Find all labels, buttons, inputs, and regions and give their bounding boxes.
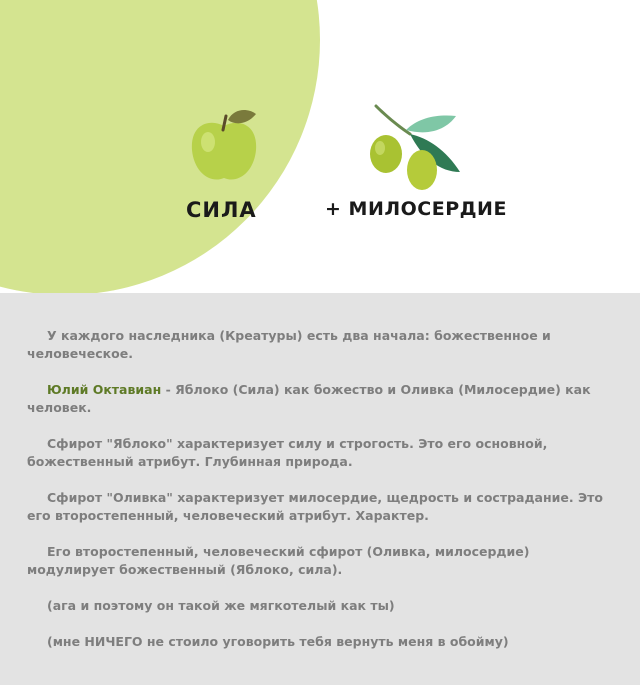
olive-branch-icon: [362, 100, 466, 196]
paragraph-4: Сфирот "Оливка" характеризует милосердие, щедрость и сострадание. Это его второстепенный, человеческий атрибут. Характер.: [27, 490, 603, 523]
paragraph-3: Сфирот "Яблоко" характеризует силу и строгость. Это его основной, божественный атрибут. Глубинная природа.: [27, 436, 548, 469]
apple-icon: [186, 106, 262, 186]
paragraph-2: [27, 381, 619, 417]
paragraph-1: У каждого наследника (Креатуры) есть два начала: божественное и человеческое.: [27, 328, 551, 361]
text-body: [27, 327, 619, 669]
content-panel: [0, 293, 640, 685]
highlighted-name: Юлий Октавиан: [47, 382, 162, 397]
paragraph-7: (мне НИЧЕГО не стоило уговорить тебя вернуть меня в обойму): [47, 634, 509, 649]
background-circle: [0, 0, 320, 293]
paragraph-5: Его второстепенный, человеческий сфирот (Оливка, милосердие) модулирует божественный (Яблоко, сила).: [27, 544, 530, 577]
paragraph-6: (ага и поэтому он такой же мягкотелый как ты): [47, 598, 395, 613]
strength-label: СИЛА: [186, 198, 257, 222]
mercy-label: + МИЛОСЕРДИЕ: [325, 198, 507, 220]
hero-banner: [0, 0, 640, 293]
paragraph-2-rest: - Яблоко (Сила) как божество и Оливка (Милосердие) как человек.: [27, 382, 591, 415]
